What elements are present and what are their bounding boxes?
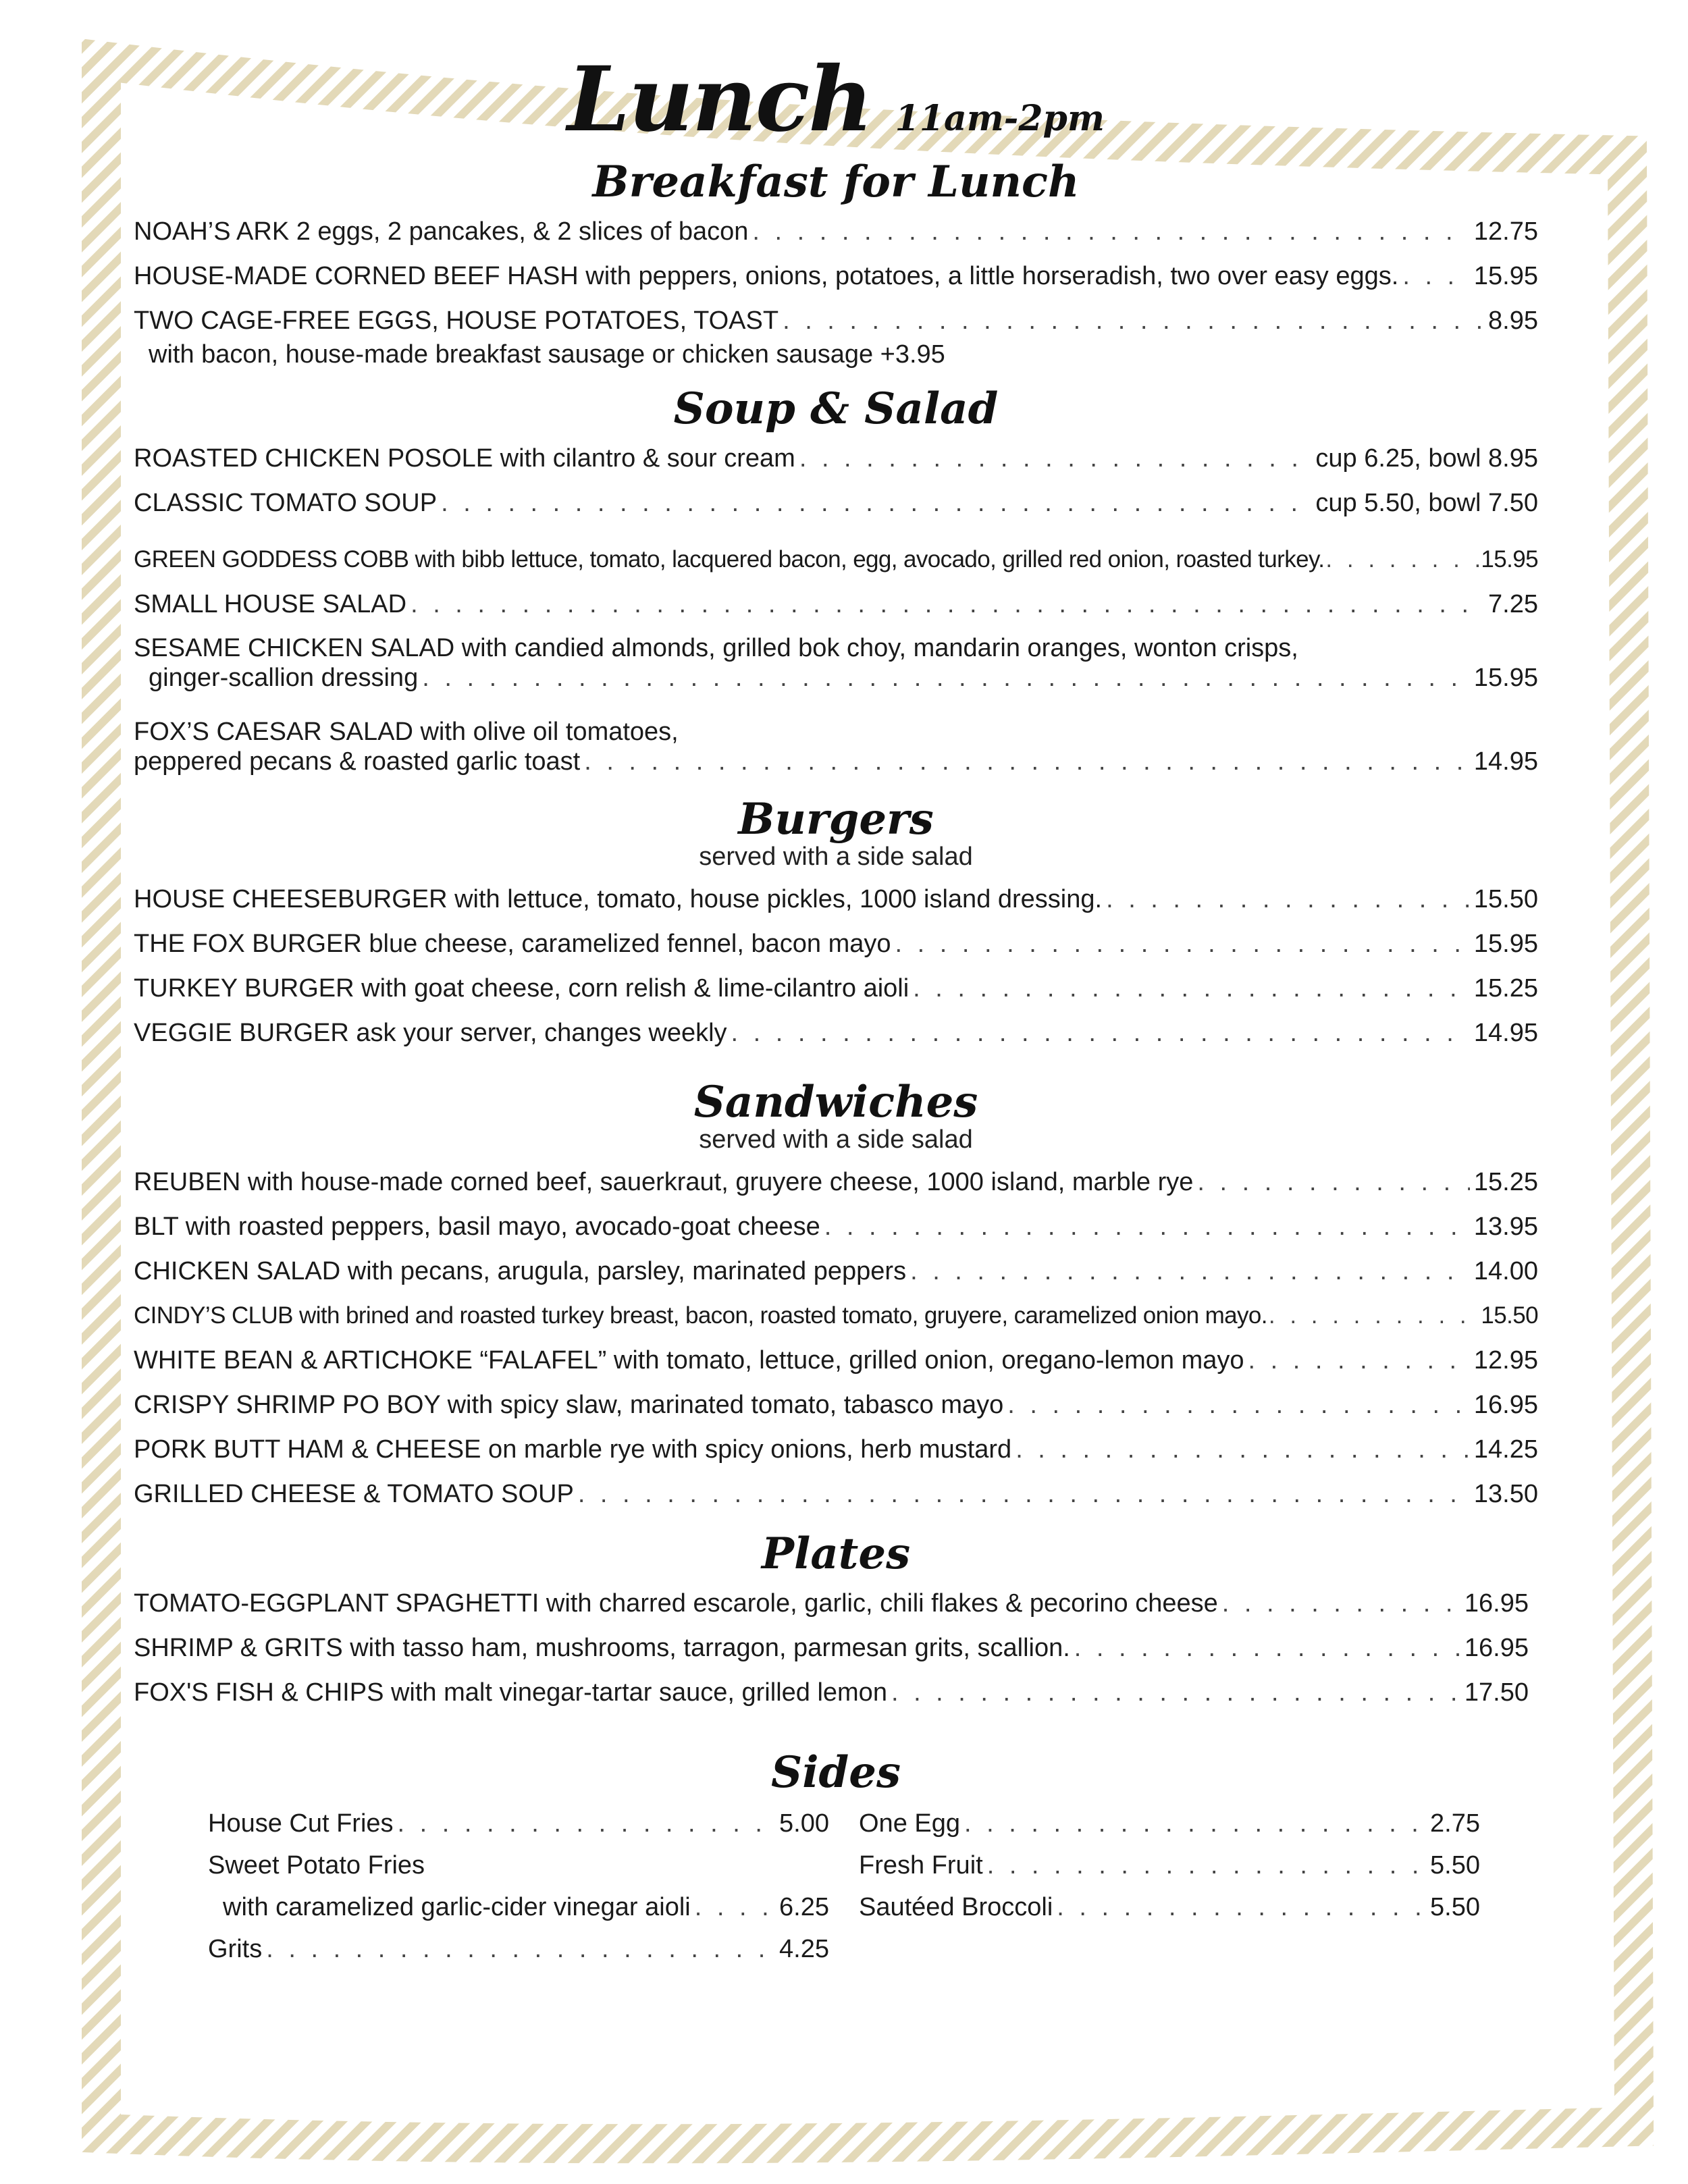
dot-leader: [584, 747, 1470, 776]
item-name: THE FOX BURGER blue cheese, caramelized fennel, bacon mayo: [134, 930, 891, 958]
item-name: Grits: [208, 1935, 263, 1963]
section-title: Breakfast for Lunch: [592, 157, 1080, 207]
menu-item: [134, 254, 1538, 298]
side-item: [208, 1844, 829, 1886]
menu-item: [134, 298, 1538, 343]
menu-item: [134, 537, 1538, 582]
menu-hours: 11am-2pm: [895, 98, 1105, 139]
dot-leader: [824, 1204, 1470, 1249]
item-price: 8.95: [1488, 307, 1538, 335]
menu-item: [134, 1338, 1538, 1383]
menu-item: [134, 1670, 1538, 1715]
section-title: Burgers: [738, 794, 934, 845]
dot-leader: [752, 209, 1470, 254]
item-name: VEGGIE BURGER ask your server, changes weekly: [134, 1019, 727, 1047]
dot-leader: [1074, 1626, 1460, 1670]
dot-leader: [1222, 1581, 1460, 1626]
item-name: HOUSE-MADE CORNED BEEF HASH with peppers, onions, potatoes, a little horseradish, two over easy eggs.: [134, 262, 1399, 290]
menu-content: [134, 47, 1538, 1981]
menu-item: [134, 966, 1538, 1011]
item-name: PORK BUTT HAM & CHEESE on marble rye with spicy onions, herb mustard: [134, 1435, 1012, 1464]
item-name: Sweet Potato Fries: [208, 1851, 425, 1880]
dot-leader: [441, 481, 1311, 525]
item-price: 12.95: [1473, 1346, 1538, 1375]
dot-leader: [1007, 1383, 1470, 1427]
menu-item: [134, 1249, 1538, 1294]
item-price: 13.95: [1473, 1213, 1538, 1241]
item-price: 15.50: [1481, 1302, 1538, 1329]
sides-left-column: [208, 1803, 829, 1970]
dot-leader: [422, 663, 1470, 693]
dot-leader: [895, 922, 1470, 966]
item-addon: with bacon, house-made breakfast sausage or chicken sausage +3.95: [149, 340, 945, 369]
section-note: served with a side salad: [699, 1125, 973, 1154]
item-price: cup 5.50, bowl 7.50: [1315, 489, 1538, 517]
item-name: FOX'S FISH & CHIPS with malt vinegar-tartar sauce, grilled lemon: [134, 1678, 887, 1707]
section-title: Sides: [770, 1747, 901, 1798]
dot-leader: [578, 1472, 1470, 1516]
menu-item: [134, 663, 1538, 693]
item-price: 16.95: [1473, 1391, 1538, 1419]
item-name: CHICKEN SALAD with pecans, arugula, parsley, marinated peppers: [134, 1257, 907, 1285]
item-name: REUBEN with house-made corned beef, sauerkraut, gruyere cheese, 1000 island, marble rye: [134, 1168, 1194, 1196]
side-item: [208, 1928, 829, 1970]
dot-leader: [987, 1844, 1426, 1886]
item-price: 14.00: [1473, 1257, 1538, 1285]
item-name: Fresh Fruit: [859, 1851, 983, 1880]
section-plates: [134, 1527, 1538, 1715]
side-item: [859, 1886, 1480, 1928]
dot-leader: [1402, 254, 1470, 298]
dot-leader: [913, 966, 1470, 1011]
item-name: CRISPY SHRIMP PO BOY with spicy slaw, marinated tomato, tabasco mayo: [134, 1391, 1004, 1419]
item-price: 14.25: [1473, 1435, 1538, 1464]
item-name: SHRIMP & GRITS with tasso ham, mushrooms, tarragon, parmesan grits, scallion.: [134, 1634, 1070, 1662]
section-burgers: [134, 793, 1538, 1055]
dot-leader: [398, 1803, 775, 1844]
item-price: 2.75: [1430, 1809, 1480, 1838]
section-sides: [134, 1746, 1538, 1970]
item-name: GRILLED CHEESE & TOMATO SOUP: [134, 1480, 574, 1508]
item-name: CINDY’S CLUB with brined and roasted turkey breast, bacon, roasted tomato, gruyere, caramelized onion mayo.: [134, 1302, 1267, 1329]
menu-item: [134, 747, 1538, 776]
menu-item: [134, 1383, 1538, 1427]
item-name: HOUSE CHEESEBURGER with lettuce, tomato, house pickles, 1000 island dressing.: [134, 885, 1103, 913]
section-title: Sandwiches: [693, 1077, 978, 1127]
dot-leader: [695, 1886, 775, 1928]
item-price: 14.95: [1473, 747, 1538, 776]
menu-header: [134, 47, 1538, 155]
dot-leader: [1016, 1427, 1470, 1472]
side-item: [208, 1803, 829, 1844]
item-price: 12.75: [1473, 217, 1538, 246]
side-item: [859, 1803, 1480, 1844]
menu-item: [134, 1204, 1538, 1249]
menu-item: [134, 922, 1538, 966]
menu-item: [134, 209, 1538, 254]
menu-item: [134, 1294, 1538, 1338]
dot-leader: [964, 1803, 1426, 1844]
menu-item: [134, 1581, 1538, 1626]
item-price: 17.50: [1464, 1678, 1529, 1707]
item-name: TOMATO-EGGPLANT SPAGHETTI with charred escarole, garlic, chili flakes & pecorino cheese: [134, 1589, 1218, 1618]
menu-title: Lunch: [567, 47, 872, 152]
dot-leader: [1269, 1294, 1480, 1338]
section-sandwiches: [134, 1075, 1538, 1516]
menu-item: [134, 1472, 1538, 1516]
item-price: 15.95: [1473, 930, 1538, 958]
item-price: 4.25: [779, 1935, 829, 1963]
item-price: 15.95: [1473, 664, 1538, 692]
menu-item: [134, 1427, 1538, 1472]
item-name-line2: peppered pecans & roasted garlic toast: [134, 747, 581, 776]
item-price: 7.25: [1488, 590, 1538, 618]
item-price: 15.50: [1473, 885, 1538, 913]
item-price: 6.25: [779, 1893, 829, 1921]
menu-item: [134, 877, 1538, 922]
item-name: One Egg: [859, 1809, 960, 1838]
item-price: cup 6.25, bowl 8.95: [1315, 444, 1538, 473]
section-title: Soup & Salad: [673, 383, 999, 434]
item-name: ROASTED CHICKEN POSOLE with cilantro & sour cream: [134, 444, 795, 473]
item-price: 14.95: [1473, 1019, 1538, 1047]
item-name: Sautéed Broccoli: [859, 1893, 1053, 1921]
item-name-line1: FOX’S CAESAR SALAD with olive oil tomatoes,: [134, 718, 679, 746]
item-name: TWO CAGE-FREE EGGS, HOUSE POTATOES, TOAST: [134, 307, 779, 335]
item-name: BLT with roasted peppers, basil mayo, avocado-goat cheese: [134, 1213, 820, 1241]
item-name: House Cut Fries: [208, 1809, 394, 1838]
dot-leader: [783, 298, 1484, 343]
item-name-line2: ginger-scallion dressing: [149, 664, 419, 692]
item-price: 15.95: [1473, 262, 1538, 290]
sides-columns: [134, 1803, 1538, 1970]
dot-leader: [731, 1011, 1470, 1055]
menu-item: [134, 582, 1538, 627]
item-name: GREEN GODDESS COBB with bibb lettuce, tomato, lacquered bacon, egg, avocado, grilled red onion, roasted turkey.: [134, 546, 1325, 572]
item-name: SMALL HOUSE SALAD: [134, 590, 407, 618]
section-title: Plates: [761, 1528, 911, 1579]
item-price: 13.50: [1473, 1480, 1538, 1508]
dot-leader: [266, 1928, 775, 1970]
item-price: 16.95: [1464, 1634, 1529, 1662]
side-item: [859, 1844, 1480, 1886]
item-price: 15.25: [1473, 974, 1538, 1003]
dot-leader: [1325, 537, 1479, 582]
dot-leader: [411, 582, 1484, 627]
section-breakfast-for-lunch: [134, 155, 1538, 371]
dot-leader: [1057, 1886, 1426, 1928]
item-price: 15.25: [1473, 1168, 1538, 1196]
menu-item: [134, 1011, 1538, 1055]
item-name: TURKEY BURGER with goat cheese, corn relish & lime-cilantro aioli: [134, 974, 909, 1003]
menu-item: [134, 1160, 1538, 1204]
item-price: 15.95: [1481, 546, 1538, 572]
section-note: served with a side salad: [699, 843, 973, 871]
dot-leader: [799, 436, 1312, 481]
item-name: with caramelized garlic-cider vinegar aioli: [223, 1893, 691, 1921]
menu-item: [134, 1626, 1538, 1670]
item-price: 5.50: [1430, 1851, 1480, 1880]
item-name: NOAH’S ARK 2 eggs, 2 pancakes, & 2 slices of bacon: [134, 217, 749, 246]
item-name-line1: SESAME CHICKEN SALAD with candied almonds, grilled bok choy, mandarin oranges, wonton crisps,: [134, 634, 1298, 662]
dot-leader: [891, 1670, 1460, 1715]
dot-leader: [1197, 1160, 1470, 1204]
menu-item: [134, 436, 1538, 481]
dot-leader: [1106, 877, 1470, 922]
dot-leader: [910, 1249, 1470, 1294]
dot-leader: [1248, 1338, 1470, 1383]
side-item: [208, 1886, 829, 1928]
item-price: 5.50: [1430, 1893, 1480, 1921]
item-price: 16.95: [1464, 1589, 1529, 1618]
item-name: WHITE BEAN & ARTICHOKE “FALAFEL” with tomato, lettuce, grilled onion, oregano-lemon mayo: [134, 1346, 1244, 1375]
item-name: CLASSIC TOMATO SOUP: [134, 489, 438, 517]
sides-right-column: [859, 1803, 1480, 1970]
section-soup-salad: [134, 382, 1538, 776]
item-price: 5.00: [779, 1809, 829, 1838]
menu-item: [134, 481, 1538, 525]
